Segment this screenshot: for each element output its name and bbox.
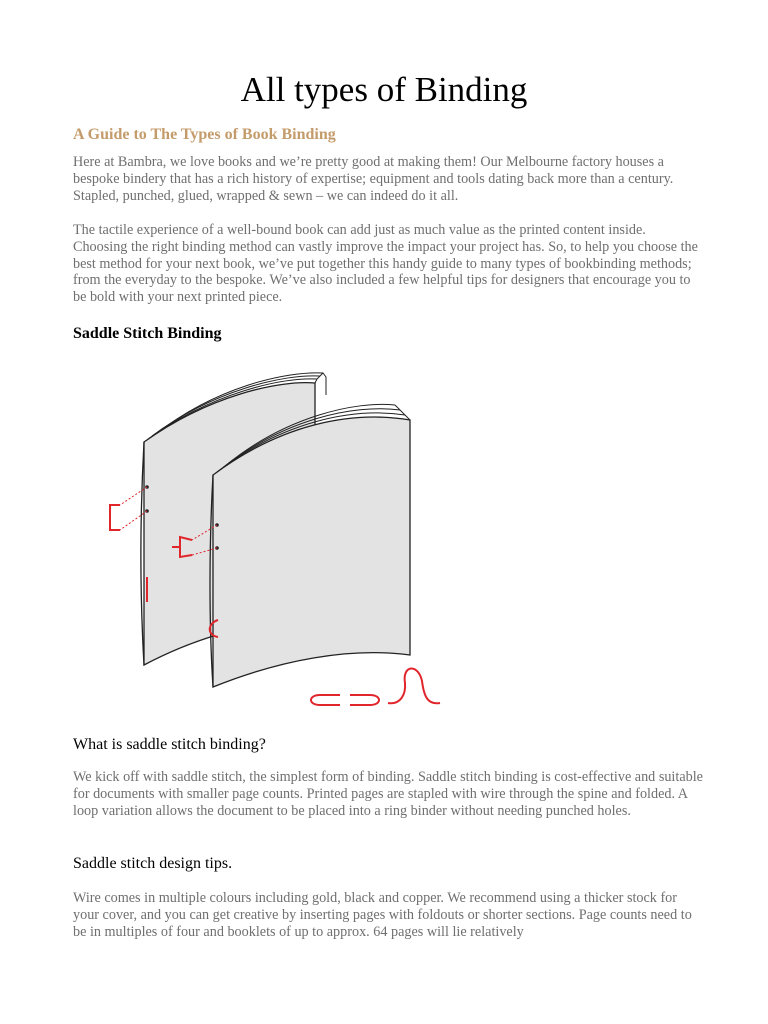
design-tips-heading: Saddle stitch design tips. — [73, 855, 233, 872]
intro-paragraph: Here at Bambra, we love books and we’re pretty good at making them! Our Melbourne factory houses a bespoke bindery that has a rich history of expertise; equipment and tools dating back more than a century. Stapled, punched, glued, wrapped & sewn – we can indeed do it all. — [73, 154, 674, 204]
what-is-heading: What is saddle stitch binding? — [73, 736, 266, 753]
design-tips-paragraph: Wire comes in multiple colours including gold, black and copper. We recommend using a thicker stock for your cover, and you can get creative by inserting pages with foldouts or shorter sections. Page counts need to be in multiples of four and booklets of up to approx. 64 pages will lie relatively — [73, 890, 692, 940]
saddle-stitch-illustration — [100, 365, 460, 715]
page-title: All types of Binding — [240, 70, 528, 109]
guide-subtitle: A Guide to The Types of Book Binding — [73, 126, 336, 143]
guide-paragraph: The tactile experience of a well-bound book can add just as much value as the printed content inside. Choosing the right binding method can vastly improve the impact your project has. So, to help you choose the best method for your next book, we’ve put together this handy guide to many types of bookbinding methods; from the everyday to the bespoke. We’ve also included a few helpful tips for designers that encourage you to be bold with your next printed piece. — [73, 222, 698, 306]
what-is-paragraph: We kick off with saddle stitch, the simplest form of binding. Saddle stitch binding is cost-effective and suitable for documents with smaller page counts. Printed pages are stapled with wire through the spine and folded. A loop variation allows the document to be placed into a ring binder without needing punched holes. — [73, 769, 703, 819]
saddle-stitch-heading: Saddle Stitch Binding — [73, 325, 222, 342]
